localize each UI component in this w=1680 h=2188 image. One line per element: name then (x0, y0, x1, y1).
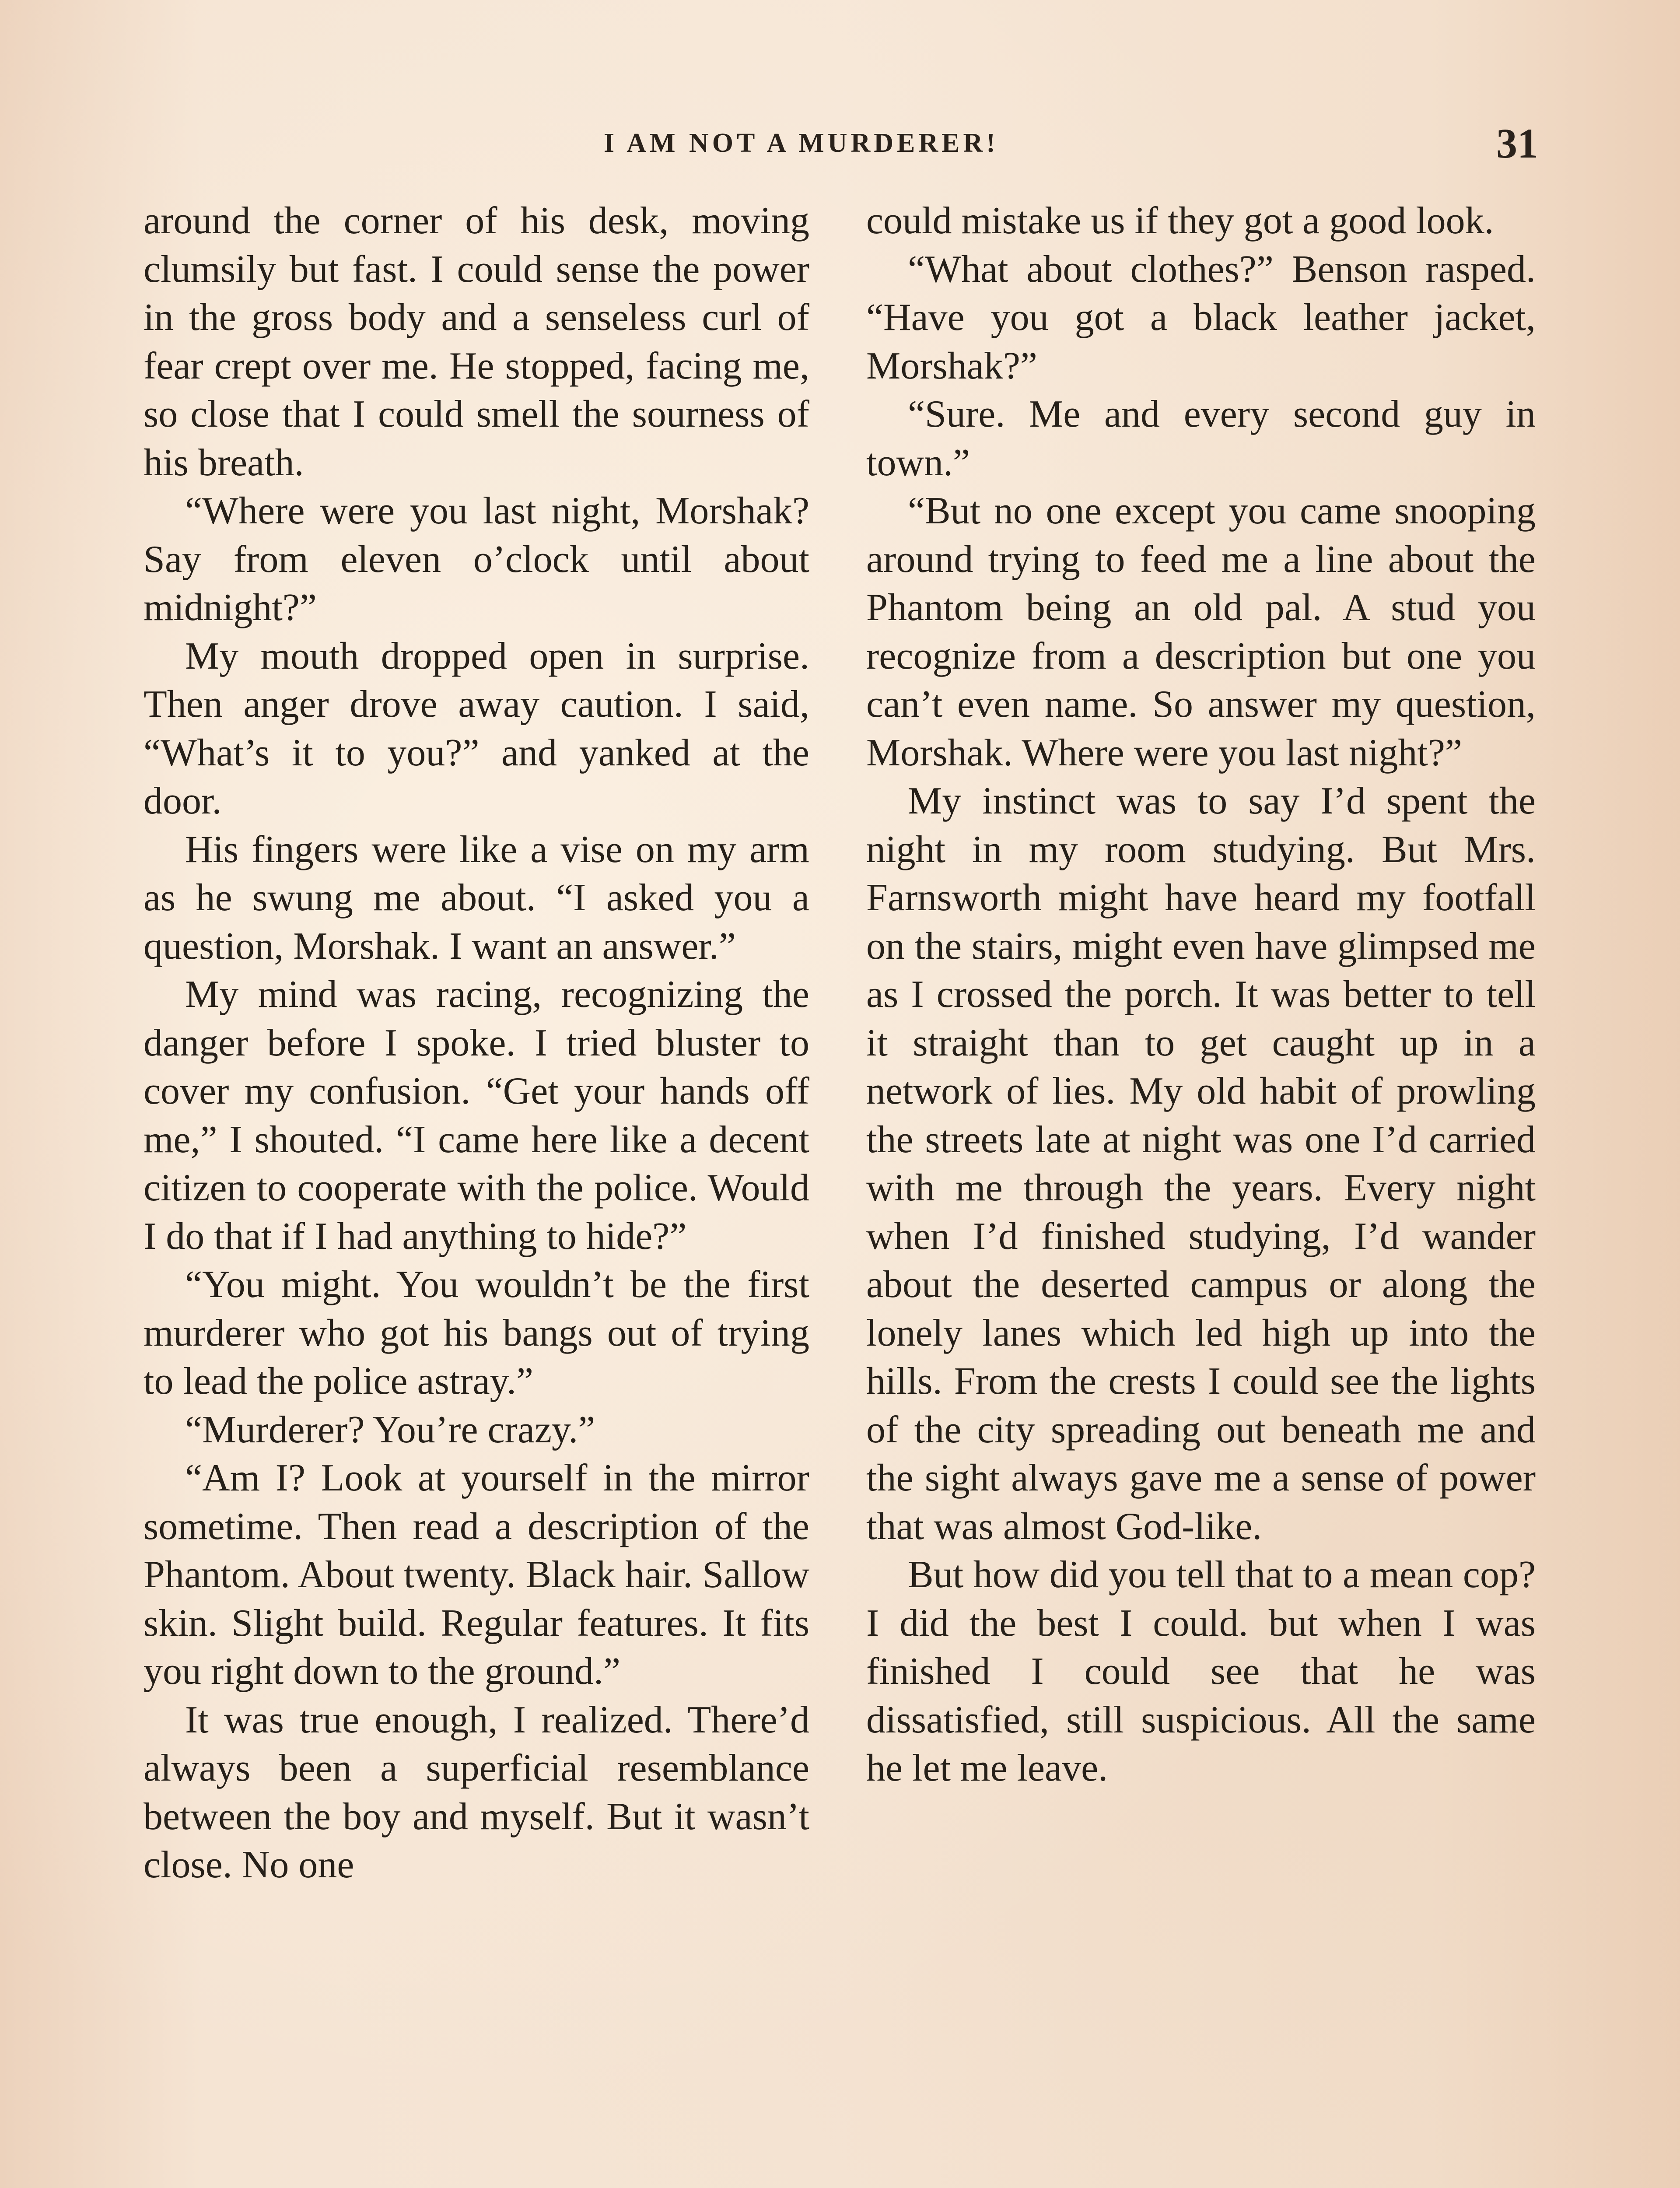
paragraph: My mind was racing, recognizing the danger before I spoke. I tried bluster to cover my confusion. “Get your hands off me,” I shouted. “I came here like a decent citizen to cooperate with the police. Would I do that if I had anything to hide?” (144, 973, 809, 1258)
paragraph: My mouth dropped open in surprise. Then anger drove away caution. I said, “What’s it to you?” and yanked at the door. (144, 635, 809, 822)
paragraph: “You might. You wouldn’t be the first murderer who got his bangs out of trying to lead the police astray.” (144, 1263, 809, 1403)
page-number: 31 (1496, 120, 1538, 167)
paragraph: could mistake us if they got a good look. (866, 200, 1494, 242)
running-head: I AM NOT A MURDERER! (604, 128, 999, 158)
paragraph: around the corner of his desk, moving clumsily but fast. I could sense the power in the gross body and a senseless curl of fear crept over me. He stopped, facing me, so close that I could smell the sourness of his breath. (144, 200, 809, 484)
paragraph: It was true enough, I realized. There’d always been a superficial resemblance between the boy and myself. But it wasn’t close. No one (144, 1698, 809, 1886)
paragraph: My instinct was to say I’d spent the night in my room studying. But Mrs. Farnsworth might have heard my footfall on the stairs, might even have glimpsed me as I crossed the porch. It was better to tell it straight than to get caught up in a network of lies. My old habit of prowling the streets late at night was one I’d carried with me through the years. Every night when I’d finished studying, I’d wander about the deserted campus or along the lonely lanes which led high up into the hills. From the crests I could see the lights of the city spreading out beneath me and the sight always gave me a sense of power that was almost God-like. (866, 780, 1536, 1548)
paragraph: “What about clothes?” Benson rasped. “Have you got a black leather jacket, Morshak?” (866, 248, 1536, 387)
paragraph: “Sure. Me and every second guy in town.” (866, 393, 1536, 484)
paragraph: “Murderer? You’re crazy.” (185, 1408, 595, 1451)
paragraph: “Where were you last night, Morshak? Say from eleven o’clock until about midnight?” (144, 490, 809, 629)
paragraph: “But no one except you came snooping around trying to feed me a line about the Phantom being an old pal. A stud you recognize from a description but one you can’t even name. So answer my question, Morshak. Where were you last night?” (866, 490, 1536, 774)
right-text-column (866, 197, 1536, 1793)
paragraph: “Am I? Look at yourself in the mirror sometime. Then read a description of the Phantom. About twenty. Black hair. Sallow skin. Slight build. Regular features. It fits you right down to the ground.” (144, 1457, 809, 1693)
paragraph: His fingers were like a vise on my arm as he swung me about. “I asked you a question, Morshak. I want an answer.” (144, 828, 809, 968)
left-text-column (144, 197, 809, 1890)
paragraph: But how did you tell that to a mean cop? I did the best I could. but when I was finished I could see that he was dissatisfied, still suspicious. All the same he let me leave. (866, 1553, 1536, 1789)
